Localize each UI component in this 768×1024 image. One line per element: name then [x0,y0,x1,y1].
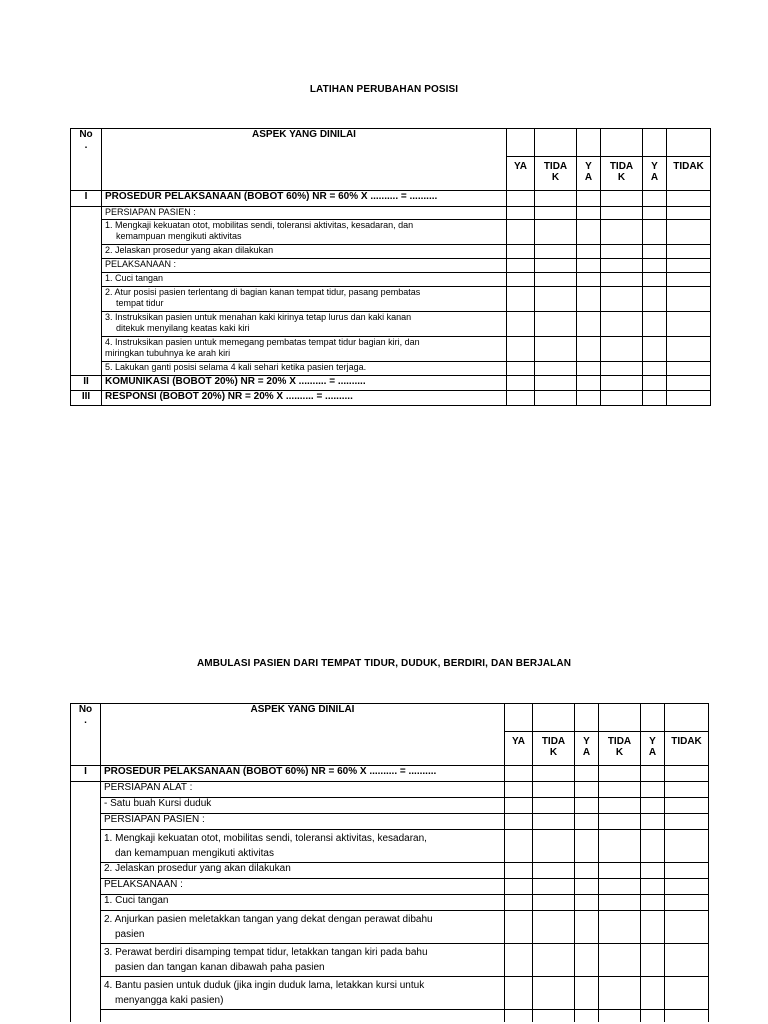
row-step-3: 3. Instruksikan pasien untuk menahan kaki kirinya tetap lurus dan kaki kanan ditekuk menyilang keatas kaki kiri [102,312,507,337]
header-col-ya-2: Y A [577,157,601,191]
row-step-1: 1. Cuci tangan [101,895,505,911]
row-prosedur: PROSEDUR PELAKSANAAN (BOBOT 60%) NR = 60% X .......... = .......... [102,191,507,207]
row-number: I [71,191,102,207]
header-col-tidak-2: TIDA K [601,157,643,191]
header-aspek: ASPEK YANG DINILAI [102,129,507,191]
section2-table [70,703,709,1022]
header-col-ya: YA [505,732,533,766]
row-number: III [71,391,102,406]
row-number: I [71,766,101,782]
header-col-ya-3: Y A [641,732,665,766]
section2-title: AMBULASI PASIEN DARI TEMPAT TIDUR, DUDUK, BERDIRI, DAN BERJALAN [196,658,572,669]
header-col-tidak: TIDA K [535,157,577,191]
header-col-ya-2: Y A [575,732,599,766]
row-step-4: 4. Bantu pasien untuk duduk (jika ingin duduk lama, letakkan kursi untuk menyangga kaki pasien) [101,977,505,1010]
header-col-tidak: TIDA K [533,732,575,766]
section1-title: LATIHAN PERUBAHAN POSISI [309,84,459,95]
header-col-tidak-3: TIDAK [667,157,711,191]
row-persiapan-pasien: PERSIAPAN PASIEN : [101,814,505,830]
header-col-tidak-2: TIDA K [599,732,641,766]
row-step-5: 5. Lakukan ganti posisi selama 4 kali sehari ketika pasien terjaga. [102,362,507,376]
row-pelaksanaan: PELAKSANAAN : [101,879,505,895]
row-item-1: 1. Mengkaji kekuatan otot, mobilitas sendi, toleransi aktivitas, kesadaran, dan kemampuan mengikuti aktivitas [101,830,505,863]
row-step-2: 2. Anjurkan pasien meletakkan tangan yang dekat dengan perawat dibahu pasien [101,911,505,944]
row-persiapan-pasien: PERSIAPAN PASIEN : [102,207,507,220]
section1-table [70,128,711,406]
header-no: No . [71,129,102,191]
row-step-2: 2. Atur posisi pasien terlentang di bagian kanan tempat tidur, pasang pembatas tempat tidur [102,287,507,312]
row-step-3: 3. Perawat berdiri disamping tempat tidur, letakkan tangan kiri pada bahu pasien dan tangan kanan dibawah paha pasien [101,944,505,977]
row-step-4: 4. Instruksikan pasien untuk memegang pembatas tempat tidur bagian kiri, dan miringkan tubuhnya ke arah kiri [102,337,507,362]
row-prosedur: PROSEDUR PELAKSANAAN (BOBOT 60%) NR = 60% X .......... = .......... [101,766,505,782]
row-responsi: RESPONSI (BOBOT 20%) NR = 20% X .......... = .......... [102,391,507,406]
row-alat-1: - Satu buah Kursi duduk [101,798,505,814]
row-item-2: 2. Jelaskan prosedur yang akan dilakukan [101,863,505,879]
row-komunikasi: KOMUNIKASI (BOBOT 20%) NR = 20% X .......... = .......... [102,376,507,391]
row-item-1: 1. Mengkaji kekuatan otot, mobilitas sendi, toleransi aktivitas, kesadaran, dan kemampuan mengikuti aktivitas [102,220,507,245]
header-aspek: ASPEK YANG DINILAI [101,704,505,766]
header-col-ya: YA [507,157,535,191]
row-pelaksanaan: PELAKSANAAN : [102,259,507,273]
header-no: No . [71,704,101,766]
header-col-ya-3: Y A [643,157,667,191]
header-col-tidak-3: TIDAK [665,732,709,766]
row-step-1: 1. Cuci tangan [102,273,507,287]
row-item-2: 2. Jelaskan prosedur yang akan dilakukan [102,245,507,259]
row-number: II [71,376,102,391]
row-persiapan-alat: PERSIAPAN ALAT : [101,782,505,798]
